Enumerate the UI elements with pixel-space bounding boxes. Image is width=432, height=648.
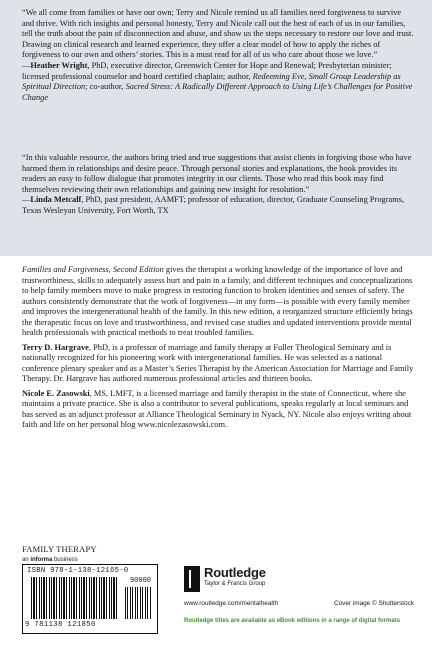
endorsement-1-quote: “We all come from families or have our own; Terry and Nicole remind us all families need forgiveness to survive and thrive. With rich insights and personal honesty, Terry and Nicole call out the best of each of us in our families, tell the truth about the pain of disconnection and abuse, and show us the steps necessary to restore our love and trust. Drawing on clinical research and learned experience, they offer a clear model of how to apply the riches of forgiveness to our own and others’ stories. This is a must read for all of us who care about those we love.” [22,8,414,60]
endorsement-2-credentials: , PhD, past president, AAMFT; professor of education, director, Graduate Counseling Programs, Texas Wesleyan University, Fort Worth, TX [22,195,405,215]
endorsement-2 [22,153,414,217]
barcode [22,564,158,634]
publisher-url[interactable]: www.routledge.com/mentalhealth [184,600,279,607]
informa-brand: informa [30,557,53,563]
cover-image-credit: Cover image © Shutterstock [334,600,415,607]
book-description [22,265,414,339]
back-cover-body [22,265,414,435]
barcode-bars-icon [31,577,117,619]
routledge-logo-icon [184,566,200,592]
description-text: gives the therapist a working knowledge of the importance of love and trustworthiness, skills to adequately assess hurt and pain in a family, and different techniques and conceptualizations to help family members move to make progress in restoring function to broken identities and senses of safety. The authors consistently demonstrate that the work of forgiveness—in any form—is possible with every family member and improves the intergenerational health of the family. In this new edition, a reorganized structure efficiently brings the therapeutic focus on love and trustworthiness, and revised case studies and updated interventions provide mental health professionals with practical methods to treat troubled families. [22,265,413,337]
isbn-number: ISBN 978-1-138-12165-0 [27,567,129,575]
publisher-group: Taylor & Francis Group [204,581,266,587]
endorsement-1-dash: — [22,60,31,70]
endorsement-2-dash: — [22,195,31,205]
author-bio-2 [22,389,414,431]
author-2-name: Nicole E. Zasowski [22,388,90,398]
barcode-digits: 9 781138 121850 [25,621,96,629]
endorsement-2-name: Linda Metcalf [30,195,82,205]
informa-business-label [22,557,78,563]
endorsement-1-name: Heather Wright [30,60,88,70]
endorsement-1-book1: Redeeming Eve, Small Group Leadership as Spiritual Direction [22,71,401,92]
informa-prefix: an [22,557,31,563]
endorsement-1-credentials: , PhD, executive director, Greenwich Center for Hope and Renewal; Presbyterian minister; licensed professional counselor and board certified chaplain; author, [22,60,392,81]
endorsement-2-quote: “In this valuable resource, the authors bring tried and true suggestions that assist clients in forgiving those who have harmed them in relationships and desire peace. Through personal stories and explanations, the book provides its readers an easy to follow dialogue that promotes integrity in our clients. Those who read this book may find themselves reviewing their own relationships and gaining new insight for resolution.” [22,153,412,194]
price-barcode-bars-icon [125,587,151,619]
price-code: 90000 [129,577,151,585]
endorsement-1 [22,8,414,103]
author-1-name: Terry D. Hargrave [22,342,89,352]
ebook-note: Routledge titles are available as eBook editions in a range of digital formats [184,618,401,624]
author-1-bio: , PhD, is a professor of marriage and family therapy at Fuller Theological Seminary and is nationally recognized for his pioneering work with intergenerational families. He was selected as a national conference plenary speaker and as a Master’s Series Therapist by the American Association for Marriage and Family Therapy. Dr. Hargrave has authored numerous professional articles and thirteen books. [22,342,414,383]
endorsement-1-book2: Sacred Stress: A Radically Different Approach to Using Life’s Challenges for Positive Change [22,82,413,102]
subject-category: FAMILY THERAPY [22,544,97,554]
author-bio-1 [22,343,414,385]
book-title: Families and Forgiveness, Second Edition [22,265,164,274]
publisher-name: Routledge [204,565,266,580]
author-2-bio: , MS, LMFT, is a licensed marriage and family therapist in the state of Connecticut, where she maintains a private practice. She is also a contributor to several publications, speaks regularly at local seminars and has served as an adjunct professor at Alliance Theological Seminary in Nyack, NY. Nicole also enjoys writing about faith and life on her personal blog www.nicolezasowski.com. [22,388,412,429]
endorsement-1-mid: ; co-author, [85,82,126,92]
informa-suffix: business [52,557,78,563]
